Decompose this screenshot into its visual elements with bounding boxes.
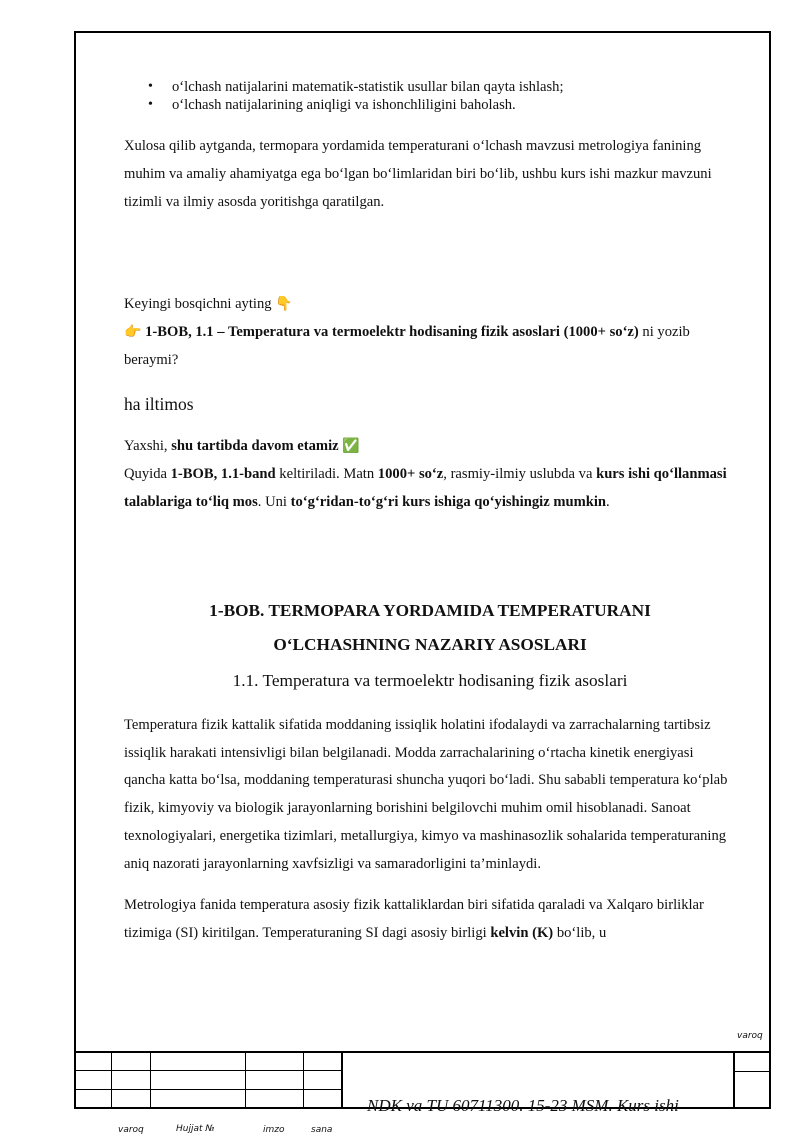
bullet-item: • o‘lchash natijalarining aniqligi va ishonchliligini baholash. bbox=[172, 96, 736, 114]
conclusion-paragraph: Xulosa qilib aytganda, termopara yordamida temperaturani o‘lchash mavzusi metrologiya fanining muhim va amaliy ahamiyatga ega bo‘lgan bo‘limlaridan biri bo‘lib, ushbu kurs ishi mazkur mavzuni tizimli va ilmiy asosda yoritishga qaratilgan. bbox=[124, 138, 712, 210]
section-subtitle: 1.1. Temperatura va termoelektr hodisaning fizik asoslari bbox=[232, 671, 628, 690]
column-hujjat: Hujjat № bbox=[176, 1124, 215, 1134]
varoq-label-right: varoq bbox=[737, 1031, 763, 1041]
column-imzo: imzo bbox=[263, 1125, 285, 1135]
answer-run-bold: 1000+ so‘z bbox=[377, 466, 444, 482]
answer-run-bold: kurs ishi qo‘llanmasi talablariga to‘liq mos bbox=[124, 466, 727, 510]
body-paragraph-2 bbox=[124, 892, 736, 947]
answer-description bbox=[124, 460, 736, 516]
answer-run-bold: to‘g‘ridan-to‘g‘ri kurs ishiga qo‘yishingiz mumkin bbox=[290, 494, 607, 510]
bullet-item: • o‘lchash natijalarini matematik-statistik usullar bilan qayta ishlash; bbox=[172, 78, 736, 96]
user-reply: ha iltimos bbox=[124, 394, 194, 414]
body-paragraph-1: Temperatura fizik kattalik sifatida moddaning issiqlik holatini ifodalaydi va zarrachalarning tartibsiz issiqlik harakati intensivligi bilan belgilanadi. Modda zarrachalarining o‘rtacha kinetik energiyasi qancha katta bo‘lsa, moddaning temperaturasi shuncha yuqori bo‘ladi. Shu sababli temperatura ko‘plab fizik, kimyoviy va biologik jarayonlarning borishini belgilovchi muhim omil hisoblanadi. Sanoat texnologiyalari, energetika tizimlari, metallurgiya, kimyo va mashinasozlik sohalarida temperaturaning aniq nazorati jarayonlarning xavfsizligi va samaradorligini ta’minlaydi. bbox=[124, 717, 728, 872]
answer-run: . Uni bbox=[257, 494, 291, 510]
column-varoq: varoq bbox=[118, 1125, 144, 1135]
document-content bbox=[124, 78, 736, 948]
prompt-bold: 1-BOB, 1.1 – Temperatura va termoelektr hodisaning fizik asoslari (1000+ so‘z) bbox=[145, 324, 639, 340]
bullet-list bbox=[124, 78, 736, 114]
chapter-title bbox=[124, 594, 736, 662]
answer-run: . bbox=[606, 494, 610, 510]
body-p2-end: bo‘lib, u bbox=[553, 924, 607, 941]
answer-line bbox=[124, 432, 736, 460]
body-p2-bold: kelvin (K) bbox=[490, 924, 554, 941]
prompt-question bbox=[124, 318, 736, 374]
answer-run: keltiriladi. Matn bbox=[275, 466, 378, 482]
answer-run: , rasmiy-ilmiy uslubda va bbox=[443, 466, 597, 482]
pointing-right-icon: 👉 bbox=[124, 324, 142, 340]
prompt-line bbox=[124, 290, 736, 318]
column-sana: sana bbox=[311, 1125, 333, 1135]
chapter-title-line1: 1-BOB. TERMOPARA YORDAMIDA TEMPERATURANI bbox=[209, 601, 651, 620]
answer-prefix: Yaxshi, bbox=[124, 438, 168, 454]
answer-run: Quyida bbox=[124, 466, 171, 482]
prompt-tail: ni yozib beraymi? bbox=[124, 324, 690, 368]
prompt-text: Keyingi bosqichni ayting bbox=[124, 296, 272, 312]
document-code-title: NDK va TU 60711300. 15-23 MSM. Kurs ishi bbox=[367, 1096, 679, 1115]
body-p2-start: Metrologiya fanida temperatura asosiy fizik kattaliklardan biri sifatida qaraladi va Xalqaro birliklar tizimiga (SI) kiritilgan. Temperaturaning SI dagi asosiy birligi bbox=[124, 897, 704, 941]
pointing-down-icon: 👇 bbox=[275, 296, 293, 312]
answer-bold: shu tartibda davom etamiz bbox=[171, 438, 339, 454]
check-mark-icon: ✅ bbox=[342, 438, 360, 454]
answer-run-bold: 1-BOB, 1.1-band bbox=[170, 466, 276, 482]
chapter-title-line2: O‘LCHASHNING NAZARIY ASOSLARI bbox=[273, 635, 587, 654]
